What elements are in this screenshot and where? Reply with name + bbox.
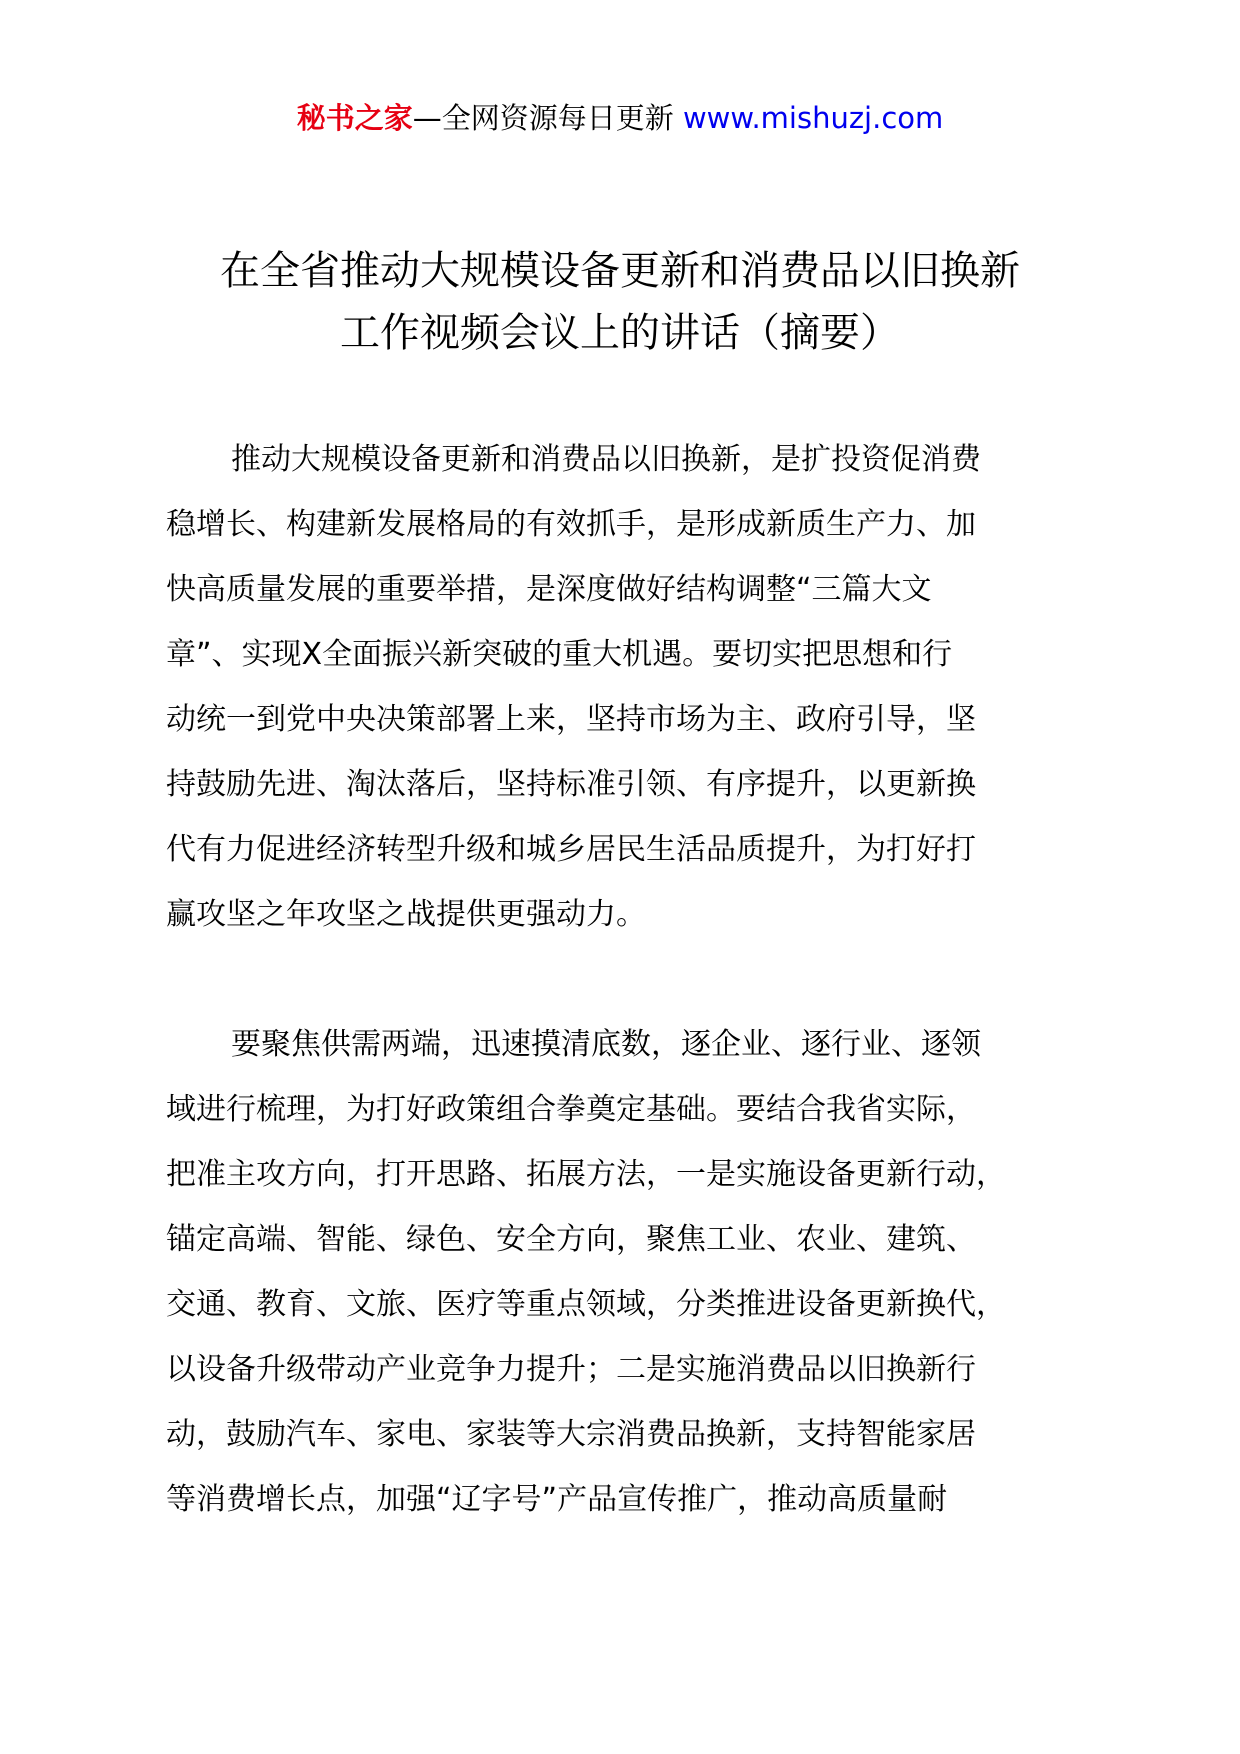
brand-name: 秘书之家	[296, 101, 413, 135]
paragraph-line: 动统一到党中央决策部署上来，坚持市场为主、政府引导，坚	[166, 702, 976, 737]
title-line: 工作视频会议上的讲话（摘要）	[340, 310, 900, 356]
paragraph-line: 以设备升级带动产业竞争力提升；二是实施消费品以旧换新行	[166, 1352, 976, 1387]
paragraph-line: 稳增长、构建新发展格局的有效抓手，是形成新质生产力、加	[166, 507, 976, 542]
paragraph-line: 把准主攻方向，打开思路、拓展方法，一是实施设备更新行动，	[166, 1157, 1006, 1192]
site-header	[0, 98, 1240, 138]
title-line: 在全省推动大规模设备更新和消费品以旧换新	[220, 248, 1020, 294]
paragraph-line: 动，鼓励汽车、家电、家装等大宗消费品换新，支持智能家居	[166, 1417, 976, 1452]
paragraph-line: 要聚焦供需两端，迅速摸清底数，逐企业、逐行业、逐领	[231, 1027, 981, 1062]
paragraph-line: 推动大规模设备更新和消费品以旧换新，是扩投资促消费	[231, 442, 981, 477]
paragraph-line: 等消费增长点，加强“辽字号”产品宣传推广，推动高质量耐	[166, 1482, 948, 1517]
paragraph-line: 快高质量发展的重要举措，是深度做好结构调整“三篇大文	[166, 572, 932, 607]
paragraph-line: 交通、教育、文旅、医疗等重点领域，分类推进设备更新换代，	[166, 1287, 1006, 1322]
document-title	[130, 240, 1110, 364]
paragraph	[166, 1012, 1124, 1532]
paragraph-line: 代有力促进经济转型升级和城乡居民生活品质提升，为打好打	[166, 832, 976, 867]
site-url-link[interactable]: www.mishuzj.com	[682, 101, 944, 135]
paragraph-line: 章”、实现X全面振兴新突破的重大机遇。要切实把思想和行	[166, 637, 953, 672]
paragraph	[166, 427, 1124, 947]
paragraph-line: 赢攻坚之年攻坚之战提供更强动力。	[166, 897, 646, 932]
paragraph-line: 持鼓励先进、淘汰落后，坚持标准引领、有序提升，以更新换	[166, 767, 976, 802]
paragraph-line: 锚定高端、智能、绿色、安全方向，聚焦工业、农业、建筑、	[166, 1222, 976, 1257]
paragraph-line: 域进行梳理，为打好政策组合拳奠定基础。要结合我省实际，	[166, 1092, 976, 1127]
site-tagline: —全网资源每日更新	[412, 101, 674, 135]
